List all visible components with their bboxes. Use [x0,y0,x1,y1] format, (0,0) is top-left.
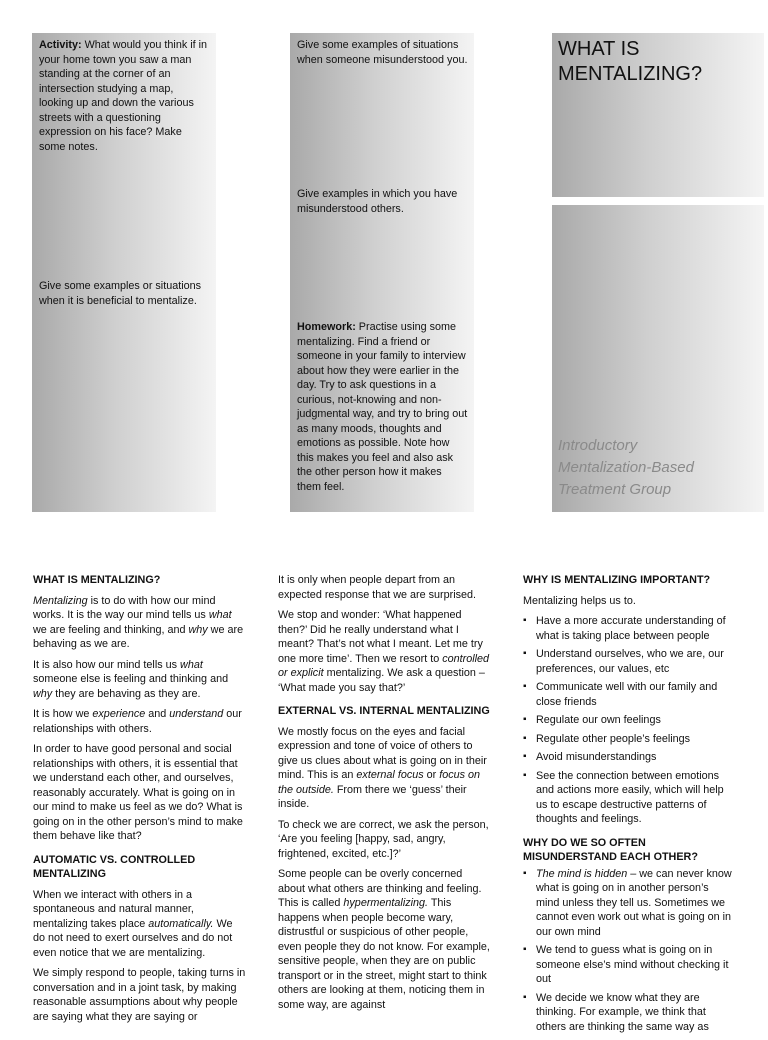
column-why-important [523,573,735,1040]
list-item: ▪ Avoid misunderstandings [523,750,735,765]
paragraph [278,867,492,1012]
misunderstood-others-prompt: Give examples in which you have misunderstood others. [297,188,458,215]
text: someone else is feeling and thinking and [33,673,229,685]
cover-subtitle-line3: Treatment Group [558,481,672,498]
text: we are feeling and thinking, and [33,623,189,636]
cover-title [558,37,758,87]
beneficial-prompt: Give some examples or situations when it is beneficial to mentalize. [39,280,202,307]
list-item: ▪ We decide we know what they are thinking. For example, we think that others are thinking the same way as [523,991,735,1035]
activity-text [39,38,210,154]
list-item: ▪ Regulate our own feelings [523,713,735,728]
text: This happens when people become wary, distrustful or suspicious of other people, even people they do not know. For example, sensitive people, when they are on public transport or in the street, might start to think others are looking at them, noticing them in some way, are against [278,897,490,1011]
list-item: ▪ We tend to guess what is going on in someone else’s mind without checking it out [523,943,735,987]
paragraph: In order to have good personal and social relationships with others, it is essential that we understand each other, and ourselves, reasonably accurately. What is going on in our mind to make us feel as we do? What is going on in the other person’s mind to make them behave like that? [33,743,243,842]
activity-body: What would you think if in your home town you saw a man standing at the corner of an intersection studying a map, looking up and down the various streets with a questioning expression on his face? Make some notes. [39,39,208,153]
emphasis: The mind is hidden [536,867,628,880]
list-item: ▪ Regulate other people’s feelings [523,732,735,747]
text: our relationships with others. [33,708,242,735]
text: – we can never know what is going on in another person’s mind unless they tell us. Sometimes we cannot even work out what is going on in our own mind [536,867,732,938]
activity-panel [32,33,216,512]
emphasis: controlled or explicit [278,652,490,679]
term: Mentalizing [33,594,88,607]
paragraph [33,658,247,702]
emphasis: external focus [356,769,424,781]
text: Some people can be overly concerned about what others are thinking and feeling. This is called [278,868,482,909]
homework-body: Practise using some mentalizing. Find a friend or someone in your family to interview about how they were earlier in the day. Try to ask questions in a curious, not-knowing and non-judgmental way, and try to bring out as many moods, thoughts and emotions as possible. Note how this makes you feel and also ask the other person how it makes them feel. [297,321,468,493]
cover-title-panel [552,33,764,197]
list-item: ▪ Understand ourselves, who we are, our preferences, our values, etc [523,647,735,676]
benefits-list [523,614,735,827]
text: or [423,769,440,781]
cover-title-line2: MENTALIZING? [558,63,703,85]
paragraph [278,725,492,812]
text: It is how we [33,708,93,720]
reasons-list [523,867,735,1035]
text: we are behaving as we are. [33,623,244,650]
emphasis: hypermentalizing. [343,897,429,909]
intro-text: Mentalizing helps us to. [523,594,636,607]
text: and [145,708,170,720]
heading-automatic-vs-controlled: AUTOMATIC VS. CONTROLLED MENTALIZING [33,853,196,880]
cover-subtitle-panel [552,205,764,512]
text: It is also how our mind tells us [33,658,181,671]
emphasis: what [180,658,203,671]
text: From there we ‘guess’ their inside. [278,783,467,810]
heading-external-vs-internal: EXTERNAL VS. INTERNAL MENTALIZING [278,705,490,717]
heading-why-misunderstand: WHY DO WE SO OFTEN MISUNDERSTAND EACH OTHER? [523,836,698,863]
heading-what-is-mentalizing: WHAT IS MENTALIZING? [33,574,161,586]
activity-label: Activity: [39,39,82,51]
cover-subtitle-line2: Mentalization-Based [558,459,694,476]
paragraph [33,594,247,652]
paragraph: We simply respond to people, taking turns in conversation and in a joint task, by making reasonable assumptions about why people are saying what they are saying or [33,967,246,1023]
emphasis: automatically. [148,917,214,930]
list-item: ▪ Communicate well with our family and close friends [523,680,735,709]
emphasis: why [188,623,208,636]
emphasis: experience [92,708,146,720]
misunderstood-you-prompt: Give some examples of situations when someone misunderstood you. [297,39,468,66]
emphasis: why [33,687,53,700]
homework-text [297,320,468,494]
text: We mostly focus on the eyes and facial expression and tone of voice of others to give us clues about what is going on in their mind. This is an [278,725,487,781]
column-what-is-mentalizing [33,573,247,1030]
emphasis: focus on the outside. [278,769,481,796]
text: We stop and wonder: ‘What happened then?’ Did he really understand what I meant? That’s not what I meant. Let me try one more time’. Then we resort to [278,609,483,665]
paragraph [33,707,247,736]
heading-why-important: WHY IS MENTALIZING IMPORTANT? [523,574,711,586]
examples-panel [290,33,474,512]
text: they are behaving as they are. [52,687,201,700]
paragraph [33,888,247,961]
paragraph: It is only when people depart from an expected response that we are surprised. [278,574,477,601]
emphasis: understand [169,708,224,720]
text: mentalizing. We ask a question – ‘What made you say that?’ [278,667,485,694]
paragraph [278,608,492,695]
text: When we interact with others in a spontaneous and natural manner, mentalizing takes place [33,888,194,930]
text: is to do with how our mind works. It is the way our mind tells us [33,594,216,621]
column-external-internal [278,573,492,1018]
list-item [523,867,735,940]
list-item: ▪ Have a more accurate understanding of what is taking place between people [523,614,735,643]
cover-title-line1: WHAT IS [558,38,640,60]
paragraph: To check we are correct, we ask the person, ‘Are you feeling [happy, sad, angry, frightened, excited, etc.]?’ [278,818,489,860]
text: We do not need to exert ourselves and do not even notice that we are mentalizing. [33,917,233,959]
cover-subtitle-line1: Introductory [558,437,638,454]
homework-label: Homework: [297,321,356,333]
emphasis: what [208,609,232,621]
cover-subtitle [558,435,694,501]
list-item: ▪ See the connection between emotions and actions more easily, which will help us to escape destructive patterns of thoughts and feelings. [523,769,735,827]
